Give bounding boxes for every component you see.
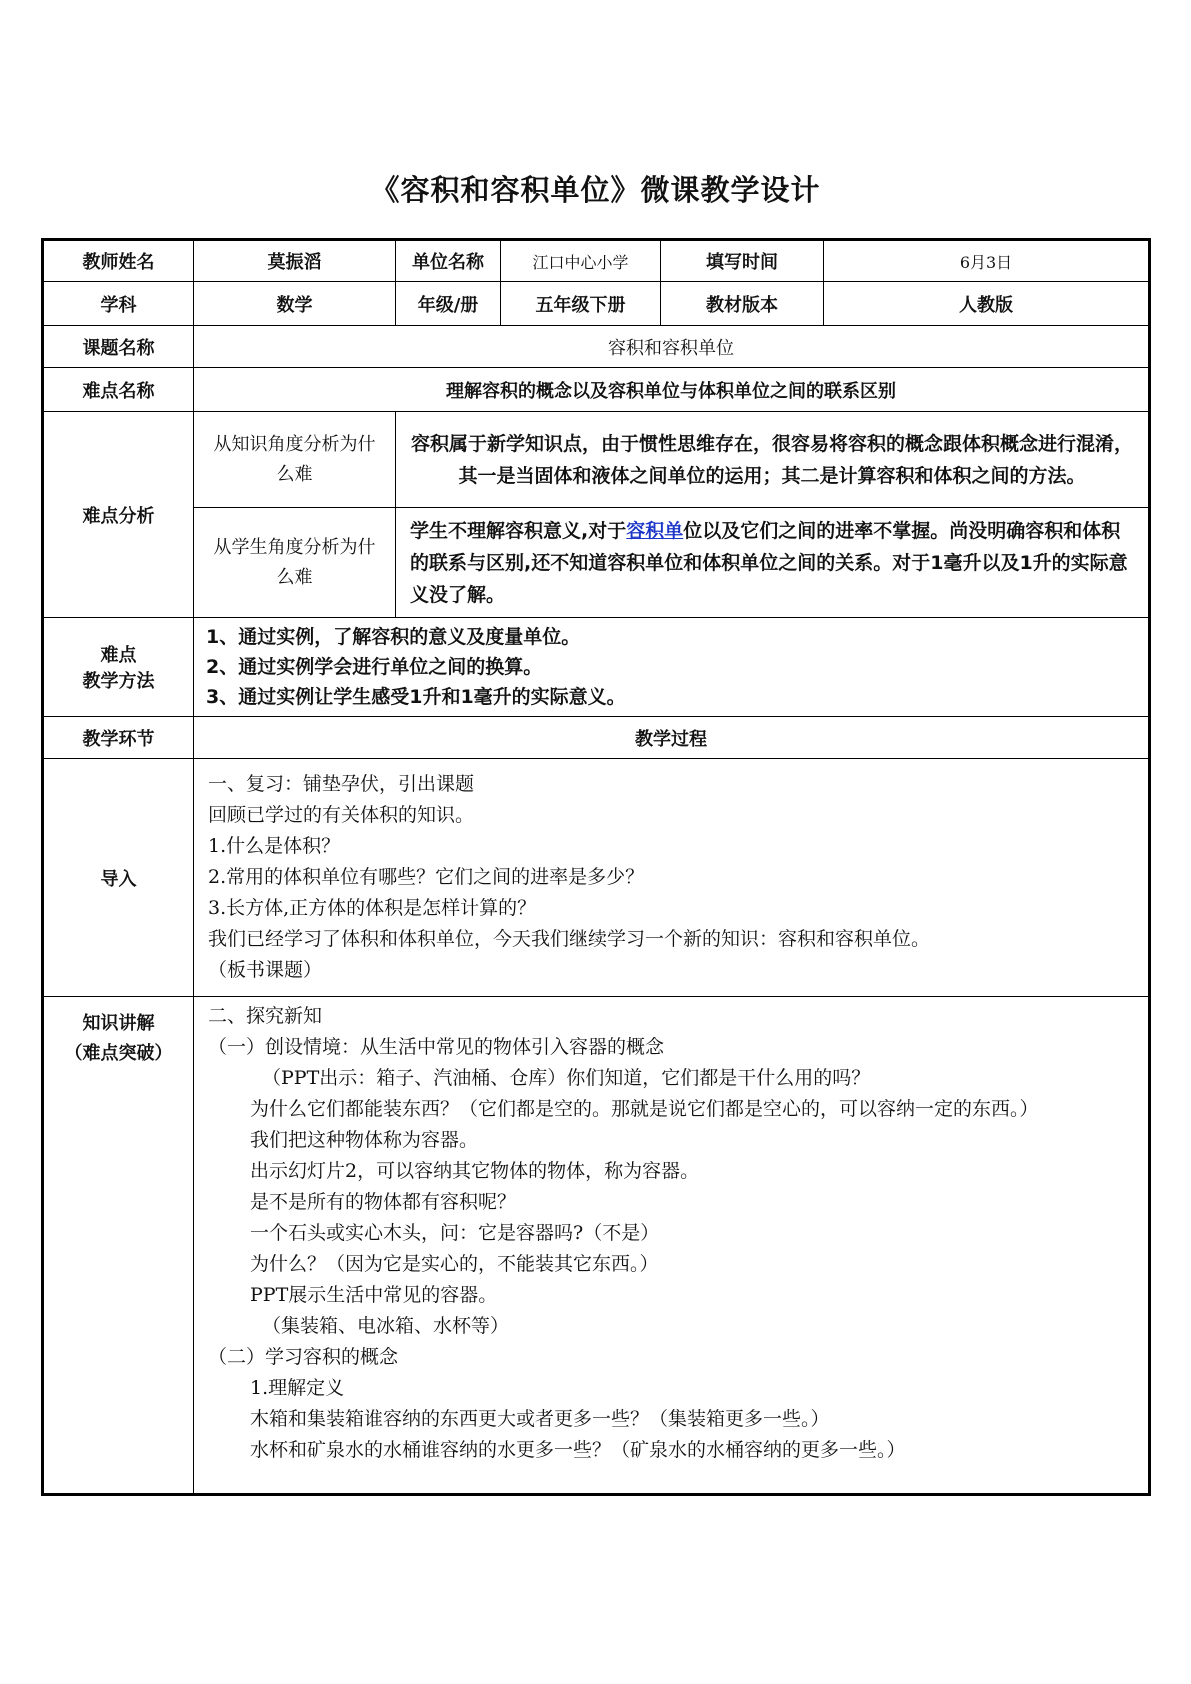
- capacity-unit-link[interactable]: 容积单: [626, 519, 684, 542]
- lecture-label: [43, 997, 194, 1495]
- intro-line: 回顾已学过的有关体积的知识。: [208, 804, 475, 826]
- edition-label: 教材版本: [661, 282, 824, 326]
- header-row-1: [43, 240, 1150, 282]
- intro-line: 我们已经学习了体积和体积单位，今天我们继续学习一个新的知识：容积和容积单位。: [208, 928, 931, 950]
- topic-value: 容积和容积单位: [194, 326, 1150, 368]
- intro-line: 一、复习：铺垫孕伏，引出课题: [208, 773, 475, 795]
- lecture-line: （集装箱、电冰箱、水杯等）: [262, 1315, 510, 1337]
- lecture-line: 一个石头或实心木头，问：它是容器吗?（不是）: [250, 1222, 660, 1244]
- analysis-label: 难点分析: [43, 412, 194, 618]
- method-label-line2: 教学方法: [82, 671, 155, 692]
- method-item: 3、通过实例让学生感受1升和1毫升的实际意义。: [206, 686, 626, 708]
- process-header-row: [43, 717, 1150, 759]
- method-item: 2、通过实例学会进行单位之间的换算。: [206, 656, 543, 678]
- topic-label: 课题名称: [43, 326, 194, 368]
- method-row: [43, 618, 1150, 717]
- edition-value: 人教版: [824, 282, 1150, 326]
- lecture-subheading: （一）创设情境：从生活中常见的物体引入容器的概念: [208, 1036, 665, 1058]
- intro-line: 1.什么是体积？: [208, 835, 341, 857]
- unit-label: 单位名称: [396, 240, 501, 282]
- lecture-label-line2: （难点突破）: [64, 1043, 173, 1064]
- lecture-label-line1: 知识讲解: [82, 1013, 155, 1034]
- analysis-row-knowledge: [43, 412, 1150, 508]
- header-row-2: [43, 282, 1150, 326]
- lecture-line: 为什么它们都能装东西？（它们都是空的。那就是说它们都是空心的，可以容纳一定的东西。）: [250, 1098, 1039, 1120]
- student-angle-cell: [396, 508, 1150, 618]
- method-label-line1: 难点: [100, 645, 137, 666]
- lecture-content: [194, 997, 1148, 1472]
- intro-line: （板书课题）: [208, 959, 323, 981]
- lecture-line: 是不是所有的物体都有容积呢？: [250, 1191, 517, 1213]
- intro-content: [194, 763, 1148, 992]
- difficulty-value: 理解容积的概念以及容积单位与体积单位之间的联系区别: [194, 368, 1150, 412]
- lecture-line: 水杯和矿泉水的水桶谁容纳的水更多一些？（矿泉水的水桶容纳的更多一些。）: [250, 1439, 906, 1461]
- lecture-row: [43, 997, 1150, 1495]
- method-list: [194, 618, 1148, 716]
- lecture-line: （PPT出示：箱子、汽油桶、仓库）你们知道，它们都是干什么用的吗？: [262, 1067, 871, 1089]
- intro-line: 3.长方体,正方体的体积是怎样计算的？: [208, 897, 537, 919]
- lecture-line: 我们把这种物体称为容器。: [250, 1129, 479, 1151]
- time-label: 填写时间: [661, 240, 824, 282]
- knowledge-angle-label: [194, 412, 396, 508]
- lecture-line: 为什么？（因为它是实心的，不能装其它东西。）: [250, 1253, 659, 1275]
- intro-row: [43, 759, 1150, 997]
- method-cell: [194, 618, 1150, 717]
- stage-header: 教学环节: [43, 717, 194, 759]
- page-title: 《容积和容积单位》微课教学设计: [370, 173, 821, 207]
- student-analysis-pre: 学生不理解容积意义,对于: [410, 519, 627, 542]
- student-angle-label: [194, 508, 396, 618]
- intro-cell: [194, 759, 1150, 997]
- student-analysis-post: 位以及它们之间的进率不掌握。尚没明确容积和体积的联系与区别,还不知道容积单位和体积单位之间的关系。对于1毫升以及1升的实际意义没了解。: [410, 519, 1128, 606]
- student-angle-analysis: [396, 509, 1148, 617]
- lecture-line: 木箱和集装箱谁容纳的东西更大或者更多一些？（集装箱更多一些。）: [250, 1408, 830, 1430]
- knowledge-angle-text: 从知识角度分析为什么难: [213, 433, 376, 485]
- knowledge-angle-analysis: 容积属于新学知识点，由于惯性思维存在，很容易将容积的概念跟体积概念进行混淆，其一是当固体和液体之间单位的运用；其二是计算容积和体积之间的方法。: [410, 432, 1133, 487]
- lecture-cell: [194, 997, 1150, 1495]
- knowledge-angle-cell: [396, 412, 1150, 508]
- method-item: 1、通过实例，了解容积的意义及度量单位。: [206, 626, 581, 648]
- teacher-label: 教师姓名: [43, 240, 194, 282]
- student-angle-text: 从学生角度分析为什么难: [213, 536, 376, 588]
- intro-label: 导入: [43, 759, 194, 997]
- lecture-line: 1.理解定义: [250, 1377, 345, 1399]
- difficulty-label: 难点名称: [43, 368, 194, 412]
- lecture-line: PPT展示生活中常见的容器。: [250, 1284, 498, 1306]
- lecture-line: 出示幻灯片2，可以容纳其它物体的物体，称为容器。: [250, 1160, 700, 1182]
- process-header: 教学过程: [194, 717, 1150, 759]
- teacher-name: 莫振滔: [194, 240, 396, 282]
- analysis-row-student: [43, 508, 1150, 618]
- fill-time: 6月3日: [824, 240, 1150, 282]
- subject-value: 数学: [194, 282, 396, 326]
- intro-line: 2.常用的体积单位有哪些？它们之间的进率是多少？: [208, 866, 645, 888]
- lecture-subheading: （二）学习容积的概念: [208, 1346, 399, 1368]
- topic-row: [43, 326, 1150, 368]
- lecture-heading: 二、探究新知: [208, 1005, 323, 1027]
- grade-label: 年级/册: [396, 282, 501, 326]
- subject-label: 学科: [43, 282, 194, 326]
- method-label: [43, 618, 194, 717]
- unit-name: 江口中心小学: [501, 240, 661, 282]
- difficulty-row: [43, 368, 1150, 412]
- grade-value: 五年级下册: [501, 282, 661, 326]
- lesson-design-table: [41, 238, 1151, 1496]
